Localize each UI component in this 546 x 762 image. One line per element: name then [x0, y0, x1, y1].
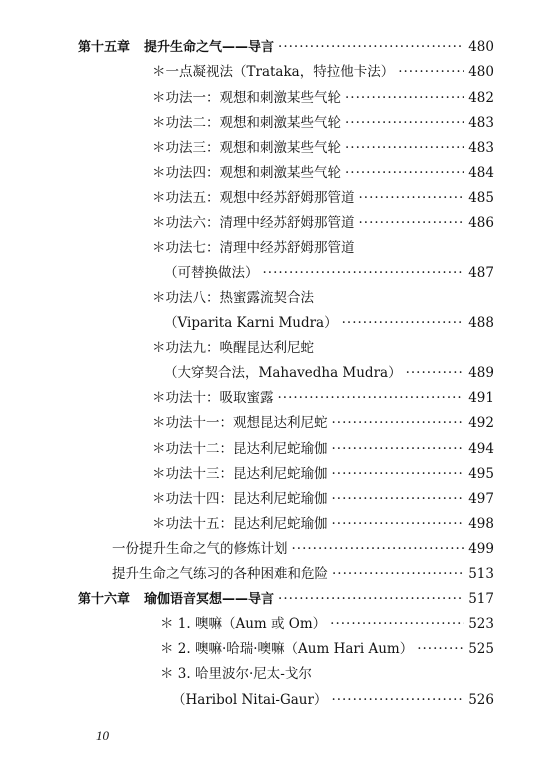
page-ref: 486	[468, 215, 494, 231]
page-ref: 491	[468, 390, 494, 406]
entry-title: ＊功法九：唤醒昆达利尼蛇	[152, 340, 314, 356]
toc-entry[interactable]	[152, 137, 494, 159]
entry-title: （Haribol Nitai-Gaur）	[172, 692, 328, 708]
toc-entry[interactable]	[152, 387, 494, 409]
toc-entry[interactable]	[152, 87, 494, 109]
entry-title: ＊功法十四：昆达利尼蛇瑜伽	[152, 491, 328, 507]
page-ref: 498	[468, 516, 494, 532]
dot-leader	[345, 162, 464, 184]
dot-leader	[359, 212, 465, 234]
entry-title: ＊功法二：观想和刺激某些气轮	[152, 115, 341, 131]
dot-leader	[331, 689, 464, 711]
dot-leader	[263, 262, 465, 284]
dot-leader	[345, 112, 464, 134]
dot-leader	[332, 412, 465, 434]
dot-leader	[345, 87, 464, 109]
page-ref: 488	[468, 315, 494, 331]
page-ref: 526	[468, 692, 494, 708]
toc-entry[interactable]	[152, 438, 494, 460]
entry-title: ＊功法六：清理中经苏舒姆那管道	[152, 215, 355, 231]
page-ref: 482	[468, 90, 494, 106]
page-ref: 525	[468, 641, 494, 657]
toc-entry[interactable]	[160, 663, 494, 685]
entry-title: 一份提升生命之气的修炼计划	[112, 541, 288, 557]
entry-title: ＊功法一：观想和刺激某些气轮	[152, 90, 341, 106]
toc-entry[interactable]	[152, 112, 494, 134]
toc-entry[interactable]	[152, 412, 494, 434]
toc-entry[interactable]	[152, 463, 494, 485]
entry-title: ＊功法十一：观想昆达利尼蛇	[152, 415, 328, 431]
entry-title: ＊功法十五：昆达利尼蛇瑜伽	[152, 516, 328, 532]
page-ref: 483	[468, 115, 494, 131]
dot-leader	[332, 513, 465, 535]
toc-entry[interactable]	[152, 61, 494, 83]
page-ref: 489	[468, 365, 494, 381]
toc-entry-continuation[interactable]	[164, 362, 494, 384]
dot-leader	[278, 588, 464, 610]
entry-title: ＊功法七：清理中经苏舒姆那管道	[152, 240, 355, 256]
dot-leader	[278, 36, 464, 58]
chapter-title: 提升生命之气——导言	[144, 39, 275, 55]
entry-title: ＊功法四：观想和刺激某些气轮	[152, 165, 341, 181]
page-ref: 480	[468, 64, 494, 80]
entry-title: 提升生命之气练习的各种困难和危险	[112, 566, 328, 582]
toc-entry[interactable]	[152, 187, 494, 209]
page-ref: 485	[468, 190, 494, 206]
entry-title: ＊ 3. 哈里波尔·尼太-戈尔	[160, 666, 312, 682]
dot-leader	[332, 488, 465, 510]
toc-entry-continuation[interactable]	[172, 689, 494, 711]
dot-leader	[345, 137, 464, 159]
dot-leader	[332, 438, 465, 460]
dot-leader	[398, 61, 464, 83]
entry-title: ＊ 1. 噢嘛（Aum 或 Om）	[160, 616, 327, 632]
page-number: 10	[96, 728, 109, 743]
page-ref: 484	[468, 165, 494, 181]
entry-title: ＊功法十三：昆达利尼蛇瑜伽	[152, 466, 328, 482]
toc-entry[interactable]	[160, 613, 494, 635]
toc-entry-section[interactable]	[112, 538, 494, 560]
toc-entry[interactable]	[152, 212, 494, 234]
page-ref: 497	[468, 491, 494, 507]
entry-title: ＊功法三：观想和刺激某些气轮	[152, 140, 341, 156]
toc-entry[interactable]	[152, 488, 494, 510]
toc-entry[interactable]	[152, 337, 494, 359]
entry-title: ＊功法十二：昆达利尼蛇瑜伽	[152, 441, 328, 457]
toc-entry[interactable]	[152, 513, 494, 535]
entry-title: （大穿契合法，Mahavedha Mudra）	[164, 365, 402, 381]
toc-entry[interactable]	[160, 638, 494, 660]
toc-entry-continuation[interactable]	[164, 262, 494, 284]
toc-entry-section[interactable]	[112, 563, 494, 585]
dot-leader	[332, 563, 464, 585]
page-ref: 513	[468, 566, 494, 582]
page-ref: 499	[468, 541, 494, 557]
page-ref: 480	[468, 39, 494, 55]
toc-entry-chapter-15[interactable]	[78, 36, 494, 58]
dot-leader	[330, 613, 464, 635]
entry-title: ＊一点凝视法（Trataka，特拉他卡法）	[152, 64, 395, 80]
chapter-title: 瑜伽语音冥想——导言	[144, 591, 275, 607]
dot-leader	[359, 187, 465, 209]
chapter-label: 第十五章	[78, 39, 131, 55]
page-ref: 517	[468, 591, 494, 607]
dot-leader	[332, 463, 465, 485]
dot-leader	[406, 362, 464, 384]
chapter-label: 第十六章	[78, 591, 131, 607]
entry-title: （Viparita Karni Mudra）	[164, 315, 338, 331]
page-ref: 494	[468, 441, 494, 457]
page-ref: 487	[468, 265, 494, 281]
page-ref: 523	[468, 616, 494, 632]
dot-leader	[278, 387, 465, 409]
toc-entry[interactable]	[152, 237, 494, 259]
entry-title: ＊ 2. 噢嘛·哈瑞·噢嘛（Aum Hari Aum）	[160, 641, 414, 657]
entry-title: ＊功法八：热蜜露流契合法	[152, 290, 314, 306]
toc-entry-chapter-16[interactable]	[78, 588, 494, 610]
toc-entry[interactable]	[152, 162, 494, 184]
toc-entry[interactable]	[152, 287, 494, 309]
toc-entry-continuation[interactable]	[164, 312, 494, 334]
page-ref: 495	[468, 466, 494, 482]
entry-title: ＊功法五：观想中经苏舒姆那管道	[152, 190, 355, 206]
entry-title: ＊功法十：吸取蜜露	[152, 390, 274, 406]
dot-leader	[417, 638, 464, 660]
page-ref: 483	[468, 140, 494, 156]
entry-title: （可替换做法）	[164, 265, 259, 281]
dot-leader	[342, 312, 464, 334]
dot-leader	[292, 538, 465, 560]
page-ref: 492	[468, 415, 494, 431]
